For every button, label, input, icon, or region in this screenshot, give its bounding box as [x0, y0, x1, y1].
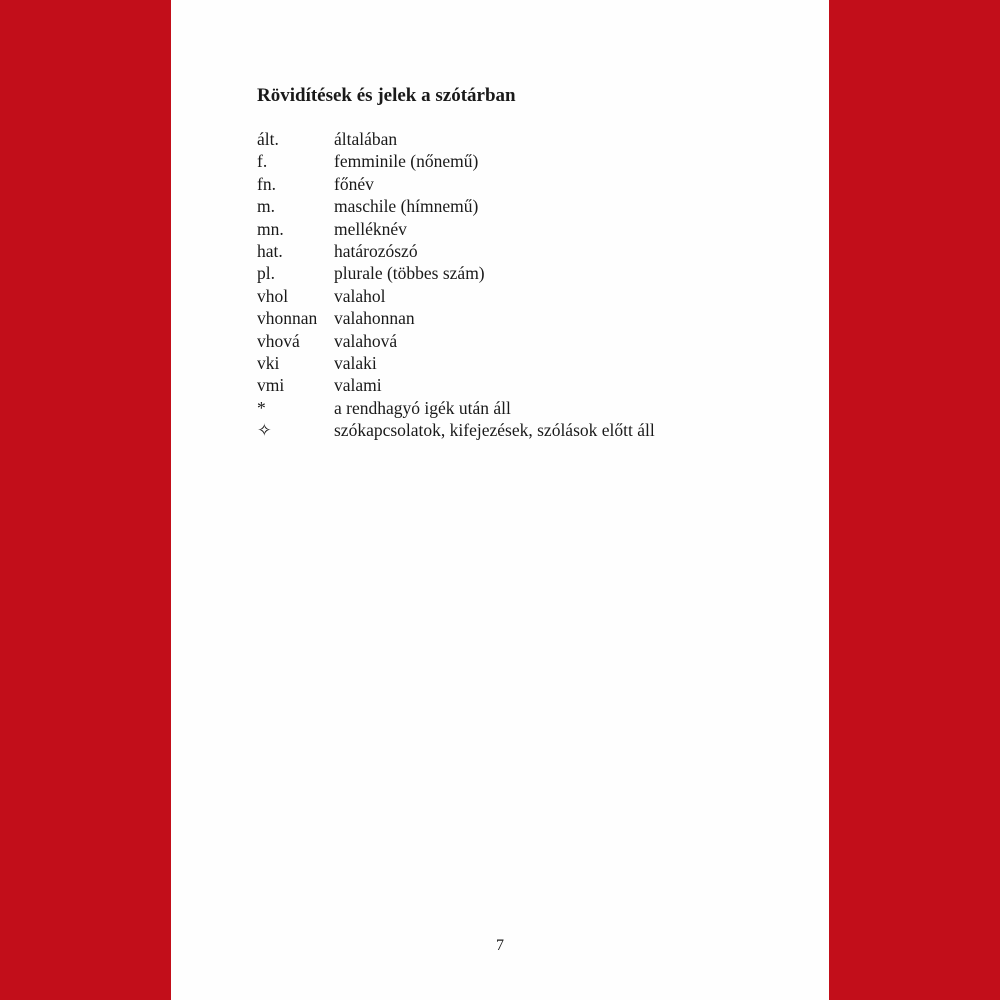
abbreviation-entry [257, 262, 655, 284]
abbreviation-entry [257, 419, 655, 441]
abbreviation-term: fn. [257, 173, 276, 194]
abbreviation-definition: valahová [334, 330, 398, 351]
abbreviation-term: vhonnan [257, 308, 318, 329]
abbreviation-definition: maschile (hímnemű) [334, 196, 479, 217]
abbreviation-definition: valahol [334, 285, 386, 306]
abbreviation-definition: szókapcsolatok, kifejezések, szólások előtt áll [334, 420, 655, 441]
abbreviation-definition: általában [334, 129, 398, 149]
abbreviation-entry [257, 195, 655, 217]
abbreviation-entry [257, 352, 655, 374]
book-page [171, 0, 829, 1000]
abbreviation-entry [257, 374, 655, 396]
abbreviation-term: ált. [257, 129, 279, 149]
abbreviation-entry [257, 397, 655, 419]
abbreviation-definition: valami [334, 375, 382, 396]
abbreviation-definition: valaki [334, 352, 377, 373]
page-heading: Rövidítések és jelek a szótárban [257, 85, 516, 106]
abbreviation-term: f. [257, 151, 268, 172]
page-number: 7 [496, 937, 504, 954]
abbreviation-list [257, 128, 655, 441]
four-pointed-star-icon: ✧ [257, 420, 272, 441]
abbreviation-term: vki [257, 352, 280, 373]
abbreviation-definition: a rendhagyó igék után áll [334, 397, 511, 418]
abbreviation-entry [257, 285, 655, 307]
abbreviation-entry [257, 218, 655, 240]
abbreviation-definition: főnév [334, 173, 374, 194]
abbreviation-term: vhová [257, 330, 300, 351]
abbreviation-definition: femminile (nőnemű) [334, 151, 479, 172]
abbreviation-term: vmi [257, 375, 285, 396]
abbreviation-symbol-asterisk: * [257, 397, 266, 418]
left-red-band [0, 0, 171, 1000]
abbreviation-entry [257, 128, 655, 150]
abbreviation-definition: melléknév [334, 218, 407, 239]
abbreviation-term: vhol [257, 285, 289, 306]
abbreviation-term: pl. [257, 263, 275, 284]
abbreviation-entry [257, 330, 655, 352]
abbreviation-definition: határozószó [334, 240, 418, 261]
abbreviation-entry [257, 173, 655, 195]
abbreviation-entry [257, 150, 655, 172]
abbreviation-term: m. [257, 196, 275, 217]
abbreviation-definition: valahonnan [334, 308, 415, 329]
abbreviation-term: hat. [257, 240, 283, 261]
abbreviation-definition: plurale (többes szám) [334, 263, 485, 284]
right-red-band [829, 0, 1000, 1000]
abbreviation-entry [257, 240, 655, 262]
abbreviation-entry [257, 307, 655, 329]
abbreviation-term: mn. [257, 218, 284, 239]
